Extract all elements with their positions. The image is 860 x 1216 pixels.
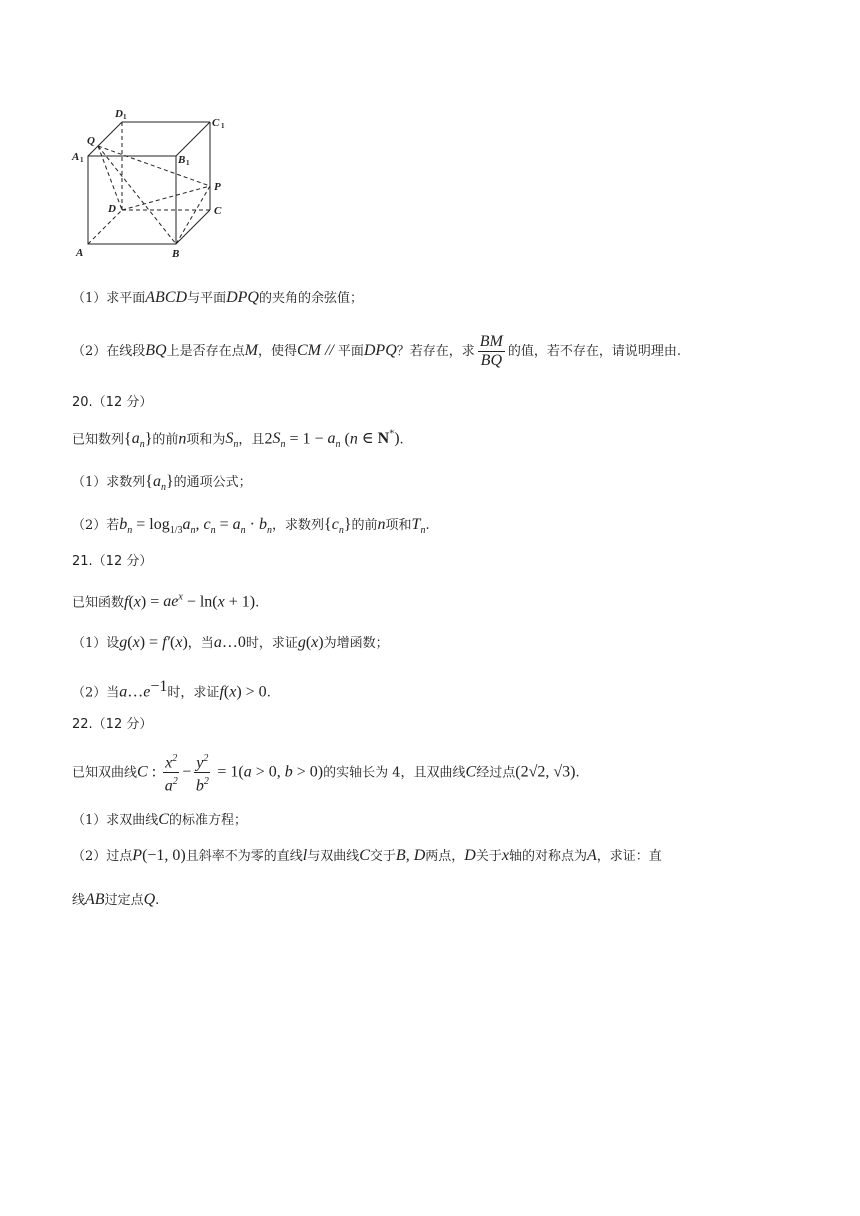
q22-header: 22.（12 分） bbox=[72, 717, 153, 732]
q19-part2: （2）在线段BQ上是否存在点M，使得CM // 平面DPQ？若存在，求 $\frac{BM}{BQ}$ 的值，若不存在，请说明理由. bbox=[72, 333, 682, 369]
q22-part2-cont: 线AB过定点Q. bbox=[72, 891, 160, 908]
q22-statement: 已知双曲线C : $\frac{x^2}{a^2}$ − $\frac{y^2}{b^2}$ = 1(a > 0, b > 0)的实轴长为 4，且双曲线C经过点(2√2, √3). bbox=[72, 750, 580, 796]
label-B1-sub: 1 bbox=[186, 159, 190, 167]
q21-part1: （1）设g(x) = f′(x)，当a…0时，求证g(x)为增函数； bbox=[72, 634, 389, 651]
cube-figure bbox=[70, 100, 240, 265]
q21-statement: 已知函数$f(x) = ae^x - \ln(x + 1)$. bbox=[72, 592, 260, 611]
q21-header: 21.（12 分） bbox=[72, 554, 153, 569]
label-A1-sub: 1 bbox=[80, 156, 84, 164]
label-B1: B bbox=[178, 154, 186, 166]
label-C1: C bbox=[212, 117, 220, 129]
q20-part1: （1）求数列$\{a_n\}$的通项公式； bbox=[72, 473, 252, 494]
q20-header: 20.（12 分） bbox=[72, 395, 153, 410]
q19-part1: （1）求平面ABCD与平面DPQ的夹角的余弦值； bbox=[72, 289, 363, 306]
label-B: B bbox=[172, 248, 180, 260]
label-C: C bbox=[214, 205, 222, 217]
ratio-bm-bq: $\frac{BM}{BQ}$ bbox=[479, 333, 503, 369]
q21-part2: （2）当$a\dots e^{-1}$时，求证f(x) > 0. bbox=[72, 678, 271, 701]
label-D: D bbox=[108, 203, 116, 215]
q20-part2: （2）若$b_n = \log_{1/3}a_n$, $c_n = a_n \cdot b_n$，求数列$\{c_n\}$的前n项和$T_n$. bbox=[72, 516, 430, 537]
label-P: P bbox=[214, 181, 221, 193]
q22-part2: （2）过点P(−1, 0)且斜率不为零的直线l与双曲线C交于B, D两点，D关于x轴的对称点为A，求证：直 bbox=[72, 847, 662, 864]
label-D1: D bbox=[115, 108, 123, 120]
label-A1: A bbox=[72, 151, 80, 163]
label-Q: Q bbox=[87, 135, 95, 147]
label-A: A bbox=[76, 247, 84, 259]
label-C1-sub: 1 bbox=[221, 122, 225, 130]
q22-part1: （1）求双曲线C的标准方程； bbox=[72, 811, 247, 828]
q20-statement: 已知数列$\{a_n\}$的前n项和为$S_n$，且$2S_n = 1 - a_n$ (n ∈ N*). bbox=[72, 429, 404, 451]
label-D1-sub: 1 bbox=[123, 113, 127, 121]
